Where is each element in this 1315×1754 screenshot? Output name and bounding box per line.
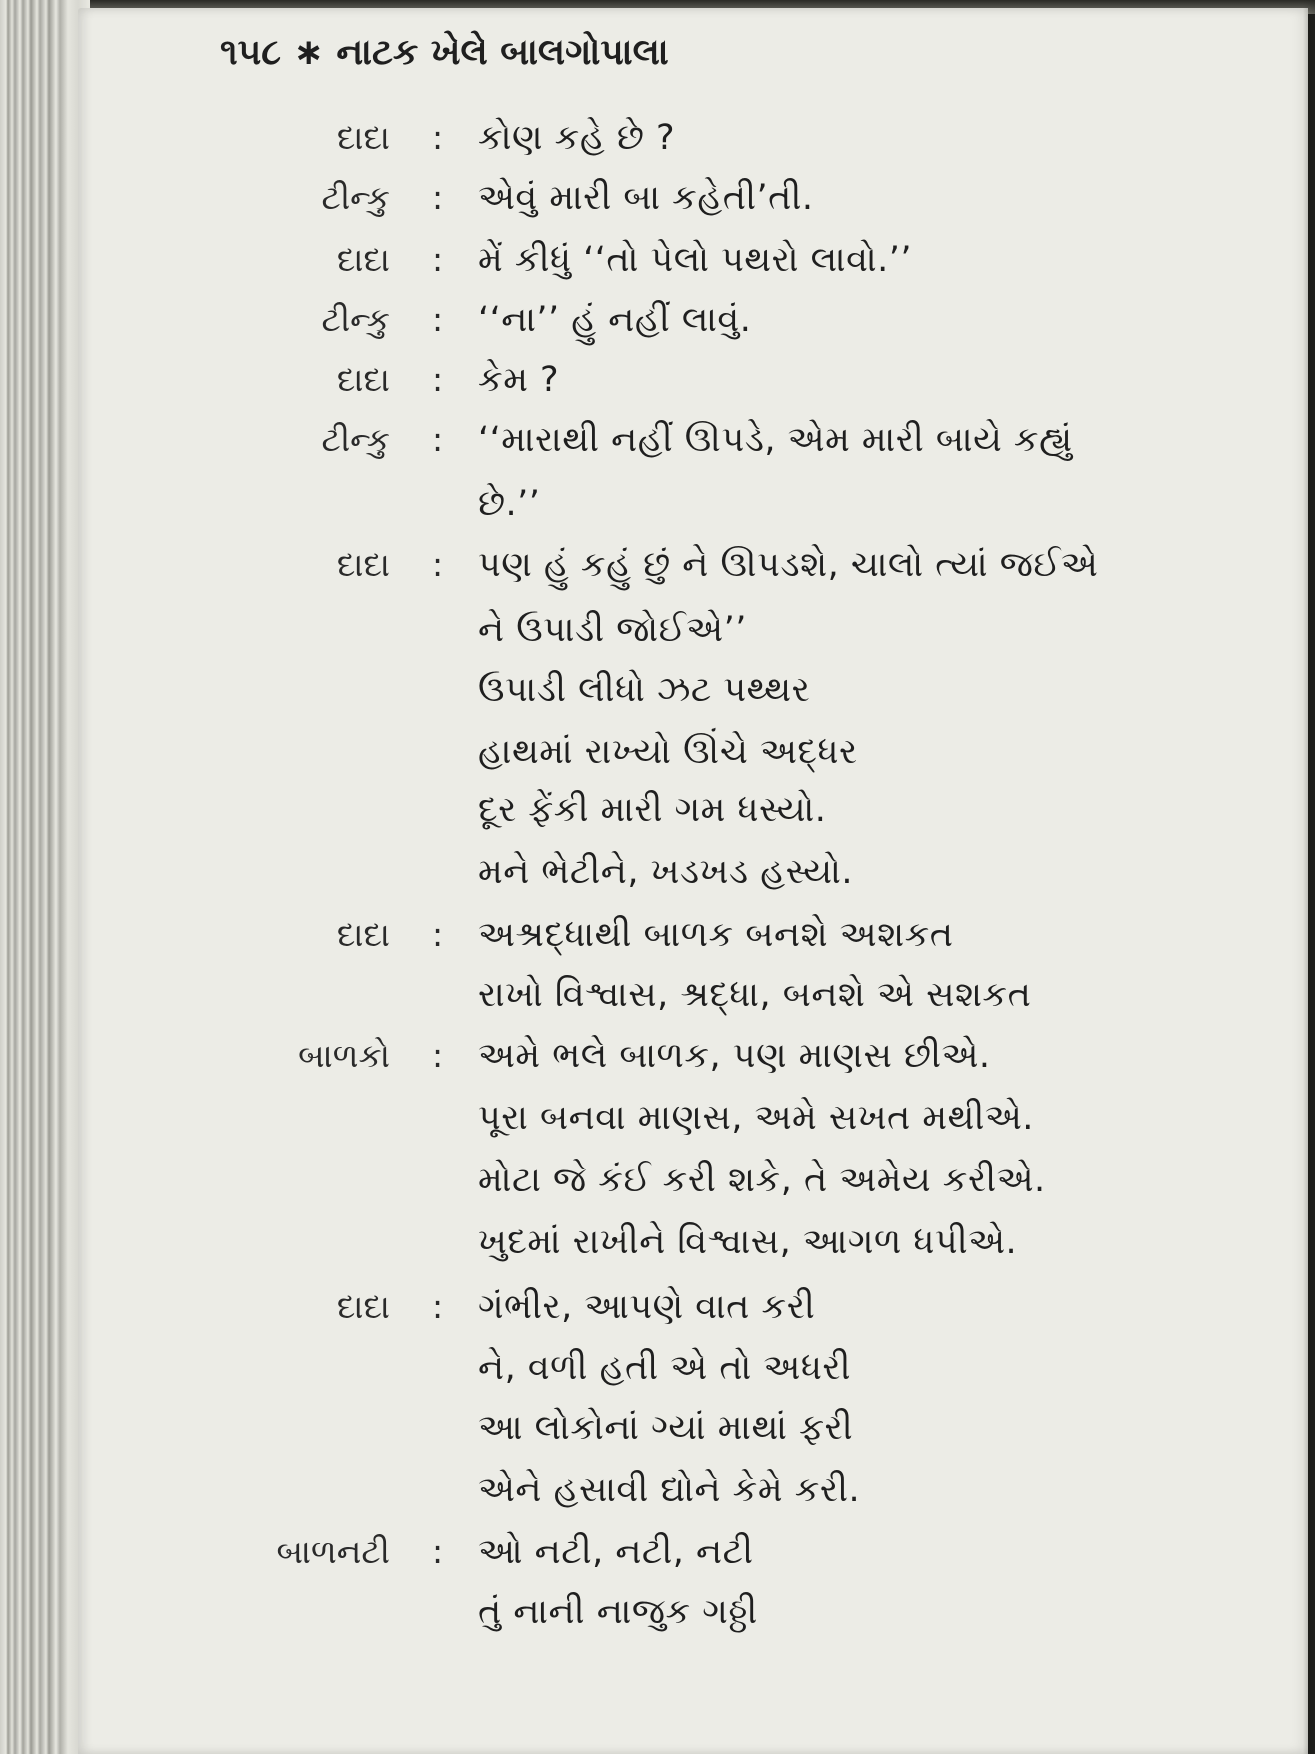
dialogue-line: છે.’’ — [478, 484, 541, 524]
speaker-name: ટીન્કુ — [321, 178, 390, 217]
dialogue-line: પણ હું કહું છું ને ઊપડશે, ચાલો ત્યાં જઈએ — [478, 545, 1099, 585]
speaker-name: બાળકો — [298, 1036, 390, 1075]
speaker-name: દાદા — [336, 915, 390, 954]
speaker-colon: : — [432, 360, 444, 399]
dialogue-line: રાખો વિશ્વાસ, શ્રદ્ધા, બનશે એ સશકત — [478, 975, 1032, 1015]
dialogue-line: પૂરા બનવા માણસ, અમે સખત મથીએ. — [478, 1098, 1034, 1138]
speaker-colon: : — [432, 240, 444, 279]
speaker-colon: : — [432, 1287, 444, 1326]
speaker-name: બાળનટી — [276, 1532, 390, 1571]
speaker-name: દાદા — [336, 118, 390, 157]
speaker-name: દાદા — [336, 1287, 390, 1326]
speaker-name: દાદા — [336, 545, 390, 584]
dialogue-line: કોણ કહે છે ? — [478, 118, 676, 158]
dialogue-line: ઉપાડી લીધો ઝટ પથ્થર — [478, 670, 811, 710]
dialogue-line: ‘‘મારાથી નહીં ઊપડે, એમ મારી બાયે કહ્યું — [478, 420, 1073, 460]
speaker-name: દાદા — [336, 360, 390, 399]
dialogue-line: અમે ભલે બાળક, પણ માણસ છીએ. — [478, 1036, 991, 1076]
dialogue-line: ને, વળી હતી એ તો અધરી — [478, 1348, 851, 1388]
dialogue-line: ને ઉપાડી જોઈએ’’ — [478, 610, 747, 650]
speaker-name: ટીન્કુ — [321, 420, 390, 459]
speaker-colon: : — [432, 118, 444, 157]
speaker-colon: : — [432, 1532, 444, 1571]
dialogue-line: ગંભીર, આપણે વાત કરી — [478, 1287, 816, 1327]
speaker-name: દાદા — [336, 240, 390, 279]
dialogue-line: મને ભેટીને, ખડખડ હસ્યો. — [478, 852, 853, 892]
page-header: ૧૫૮ ∗ નાટક ખેલે બાલગોપાલા — [220, 32, 669, 73]
speaker-colon: : — [432, 300, 444, 339]
speaker-colon: : — [432, 545, 444, 584]
speaker-colon: : — [432, 420, 444, 459]
dialogue-line: આ લોકોનાં ગ્યાં માથાં ફરી — [478, 1408, 854, 1448]
dialogue-line: ‘‘ના’’ હું નહીં લાવું. — [478, 300, 752, 340]
dialogue-line: એવું મારી બા કહેતી’તી. — [478, 178, 814, 218]
speaker-colon: : — [432, 1036, 444, 1075]
dialogue-line: હાથમાં રાખ્યો ઊંચે અદ્ધર — [478, 732, 858, 772]
speaker-name: ટીન્કુ — [321, 300, 390, 339]
dialogue-line: ખુદમાં રાખીને વિશ્વાસ, આગળ ધપીએ. — [478, 1222, 1018, 1262]
dialogue-line: કેમ ? — [478, 360, 560, 400]
speaker-colon: : — [432, 178, 444, 217]
speaker-colon: : — [432, 915, 444, 954]
dialogue-line: મેં કીધું ‘‘તો પેલો પથરો લાવો.’’ — [478, 240, 913, 280]
dialogue-line: દૂર ફેંકી મારી ગમ ધસ્યો. — [478, 790, 827, 830]
dialogue-line: ઓ નટી, નટી, નટી — [478, 1532, 754, 1572]
dialogue-line: તું નાની નાજુક ગઠ્ઠી — [478, 1592, 758, 1632]
dialogue-line: એને હસાવી દ્યોને કેમે કરી. — [478, 1470, 861, 1510]
dialogue-line: મોટા જે કંઈ કરી શકે, તે અમેય કરીએ. — [478, 1160, 1046, 1200]
dialogue-line: અશ્રદ્ધાથી બાળક બનશે અશકત — [478, 915, 954, 955]
